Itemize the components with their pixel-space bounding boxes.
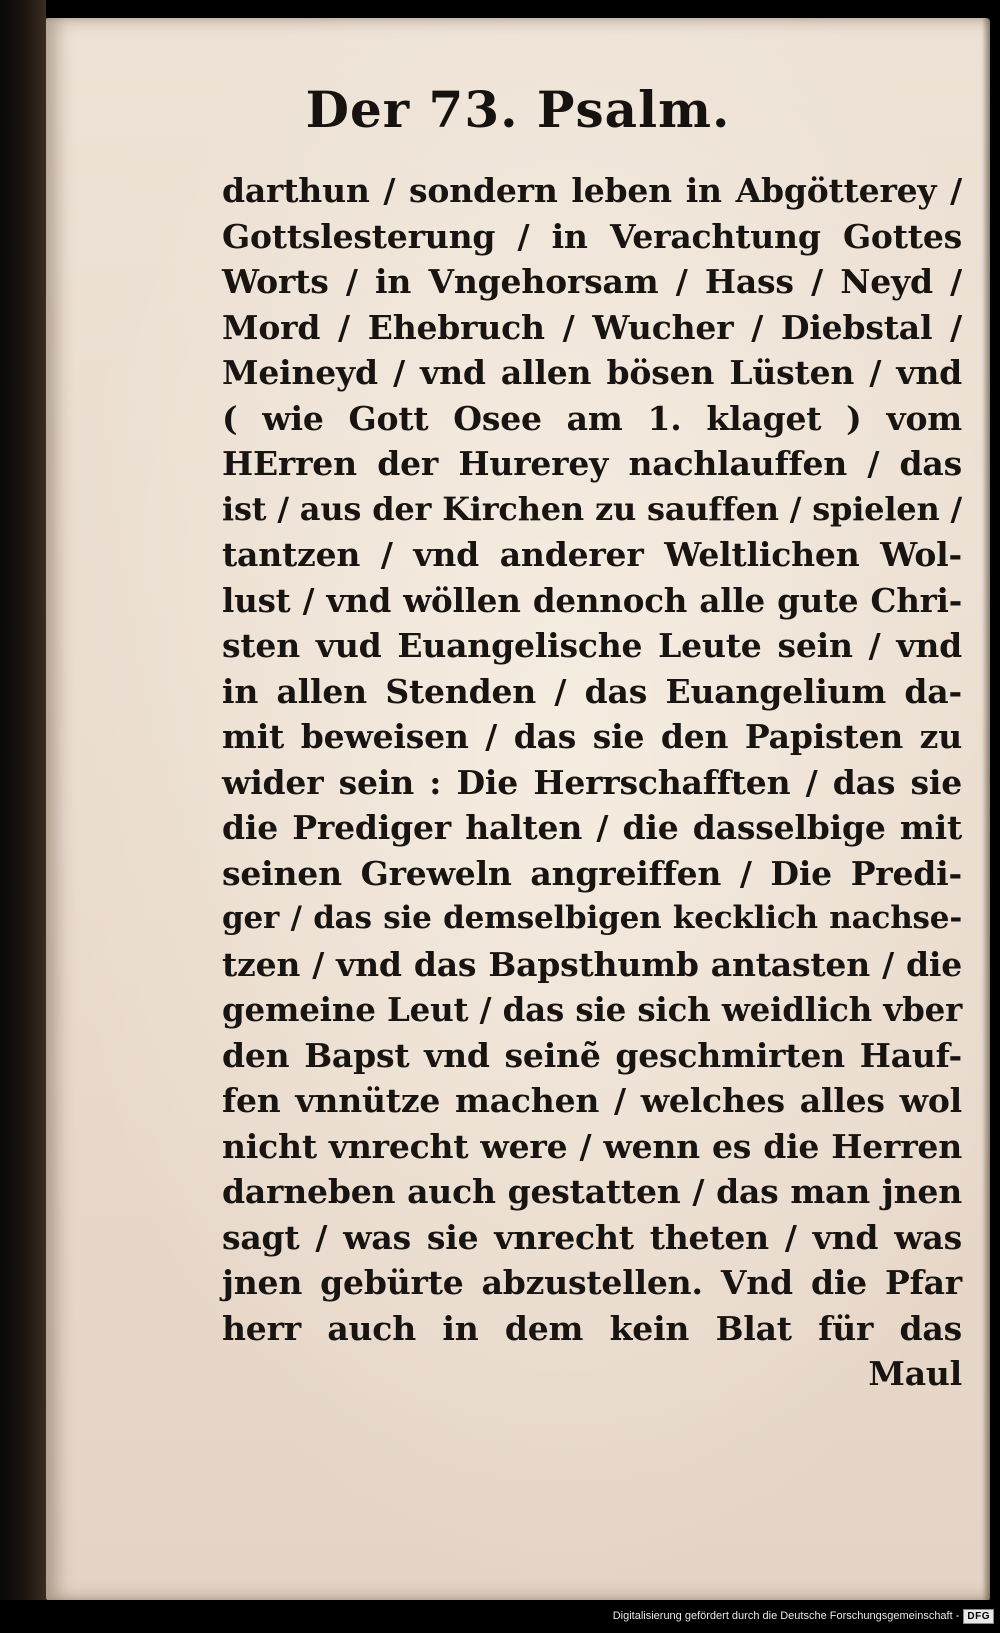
body-text — [222, 168, 962, 1397]
text-line: darthun / sondern leben in Abgötterey / — [222, 171, 962, 210]
text-line: fen vnnütze machen / welches alles wol — [222, 1081, 962, 1120]
text-line: die Prediger halten / die dasselbige mit — [222, 808, 962, 847]
text-line: Mord / Ehebruch / Wucher / Diebstal / — [222, 307, 962, 347]
text-line: wider sein : Die Herrschafften / das sie — [222, 762, 962, 802]
text-line: jnen gebürte abzustellen. Vnd die Pfar — [222, 1263, 962, 1302]
paper-page — [46, 18, 990, 1600]
page-heading: Der 73. Psalm. — [305, 80, 731, 139]
text-line: darneben auch gestatten / das man jnen — [222, 1172, 962, 1211]
text-line: Gottslesterung / in Verachtung Gottes — [222, 216, 962, 256]
text-line: lust / vnd wöllen dennoch alle gute Chri- — [222, 580, 962, 620]
text-line: ( wie Gott Osee am 1. klaget ) vom — [222, 398, 962, 438]
text-line: herr auch in dem kein Blat für das — [222, 1308, 962, 1348]
text-line: ger / das sie demselbigen kecklich nachse- — [222, 900, 962, 936]
text-line: sten vud Euangelische Leute sein / vnd — [222, 626, 962, 665]
footer-credit: Digitalisierung gefördert durch die Deutsche Forschungsgemeinschaft - — [612, 1610, 960, 1622]
text-line: Meineyd / vnd allen bösen Lüsten / vnd — [222, 353, 962, 392]
dfg-logo: DFG — [963, 1609, 994, 1624]
text-line: sagt / was sie vnrecht theten / vnd was — [222, 1217, 962, 1257]
text-line: mit beweisen / das sie den Papisten zu — [222, 717, 962, 756]
text-line: den Bapst vnd seinẽ geschmirten Hauf- — [222, 1035, 962, 1075]
page-edge-shadow — [982, 18, 990, 1600]
text-line: gemeine Leut / das sie sich weidlich vber — [222, 990, 962, 1029]
text-line: HErren der Hurerey nachlauffen / das — [222, 444, 962, 483]
text-line: in allen Stenden / das Euangelium da- — [222, 671, 962, 711]
text-line: seinen Greweln angreiffen / Die Predi- — [222, 853, 962, 893]
text-line: nicht vnrecht were / wenn es die Herren — [222, 1126, 962, 1166]
text-line: ist / aus der Kirchen zu sauffen / spielen / — [222, 489, 962, 528]
text-line: tantzen / vnd anderer Weltlichen Wol- — [222, 535, 962, 574]
catchword: Maul — [868, 1354, 962, 1393]
text-line: tzen / vnd das Bapsthumb antasten / die — [222, 944, 962, 984]
text-line: Worts / in Vngehorsam / Hass / Neyd / — [222, 262, 962, 301]
digitization-footer — [613, 1605, 994, 1627]
book-spine — [0, 0, 46, 1600]
